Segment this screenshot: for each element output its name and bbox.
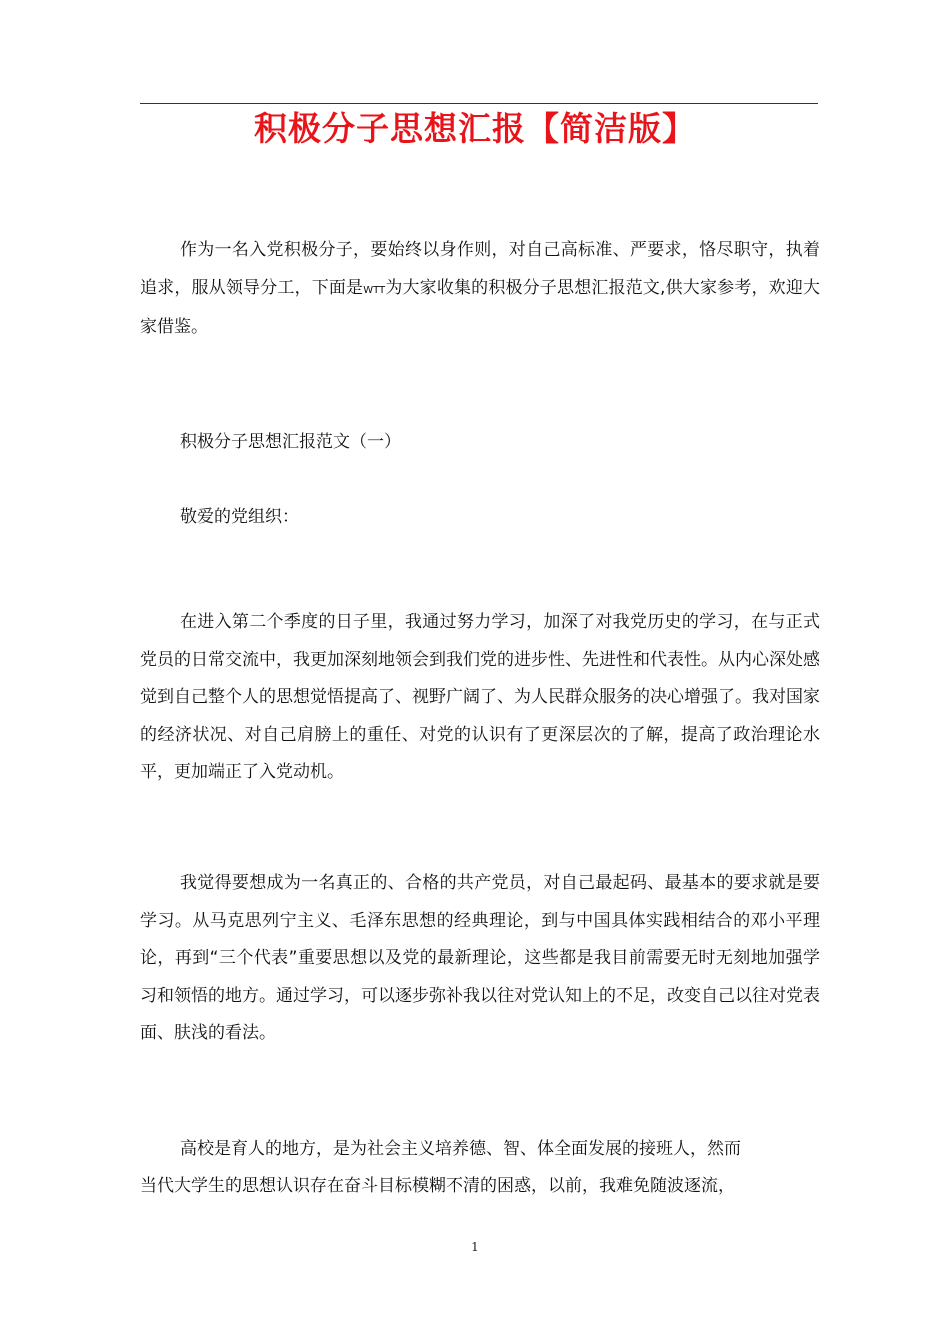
- intro-text-before-brand: 作为一名入党积极分子，要始终以身作则，对自己高标准、严要求，恪尽职守，执着追求，服从领导分工，下面是: [140, 240, 820, 298]
- intro-text-after-brand: 为大家收集的积极分子思想汇报范文,供大家参考，欢迎大家借鉴。: [140, 277, 820, 337]
- intro-paragraph: [140, 232, 820, 347]
- document-title: 积极分子思想汇报【简洁版】: [254, 109, 696, 148]
- body-paragraph-3-line-2: 当代大学生的思想认识存在奋斗目标模糊不清的困惑，以前，我难免随波逐流，: [140, 1176, 735, 1196]
- salutation: 敬爱的党组织：: [180, 507, 299, 527]
- intro-brand: WTT: [363, 284, 386, 296]
- section-heading: 积极分子思想汇报范文（一）: [180, 432, 401, 452]
- body-paragraph-3-line-1: 高校是育人的地方，是为社会主义培养德、智、体全面发展的接班人，然而: [180, 1139, 741, 1159]
- page-number: 1: [471, 1240, 479, 1254]
- body-paragraph-1: 在进入第二个季度的日子里，我通过努力学习，加深了对我党历史的学习，在与正式党员的日常交流中，我更加深刻地领会到我们党的进步性、先进性和代表性。从内心深处感觉到自己整个人的思想觉悟提高了、视野广阔了、为人民群众服务的决心增强了。我对国家的经济状况、对自己肩膀上的重任、对党的认识有了更深层次的了解，提高了政治理论水平，更加端正了入党动机。: [140, 612, 820, 782]
- header-rule: [140, 103, 818, 104]
- body-paragraph-2: 我觉得要想成为一名真正的、合格的共产党员，对自己最起码、最基本的要求就是要学习。从马克思列宁主义、毛泽东思想的经典理论，到与中国具体实践相结合的邓小平理论，再到“三个代表”重要思想以及党的最新理论，这些都是我目前需要无时无刻地加强学习和领悟的地方。通过学习，可以逐步弥补我以往对党认知上的不足，改变自己以往对党表面、肤浅的看法。: [140, 873, 820, 1043]
